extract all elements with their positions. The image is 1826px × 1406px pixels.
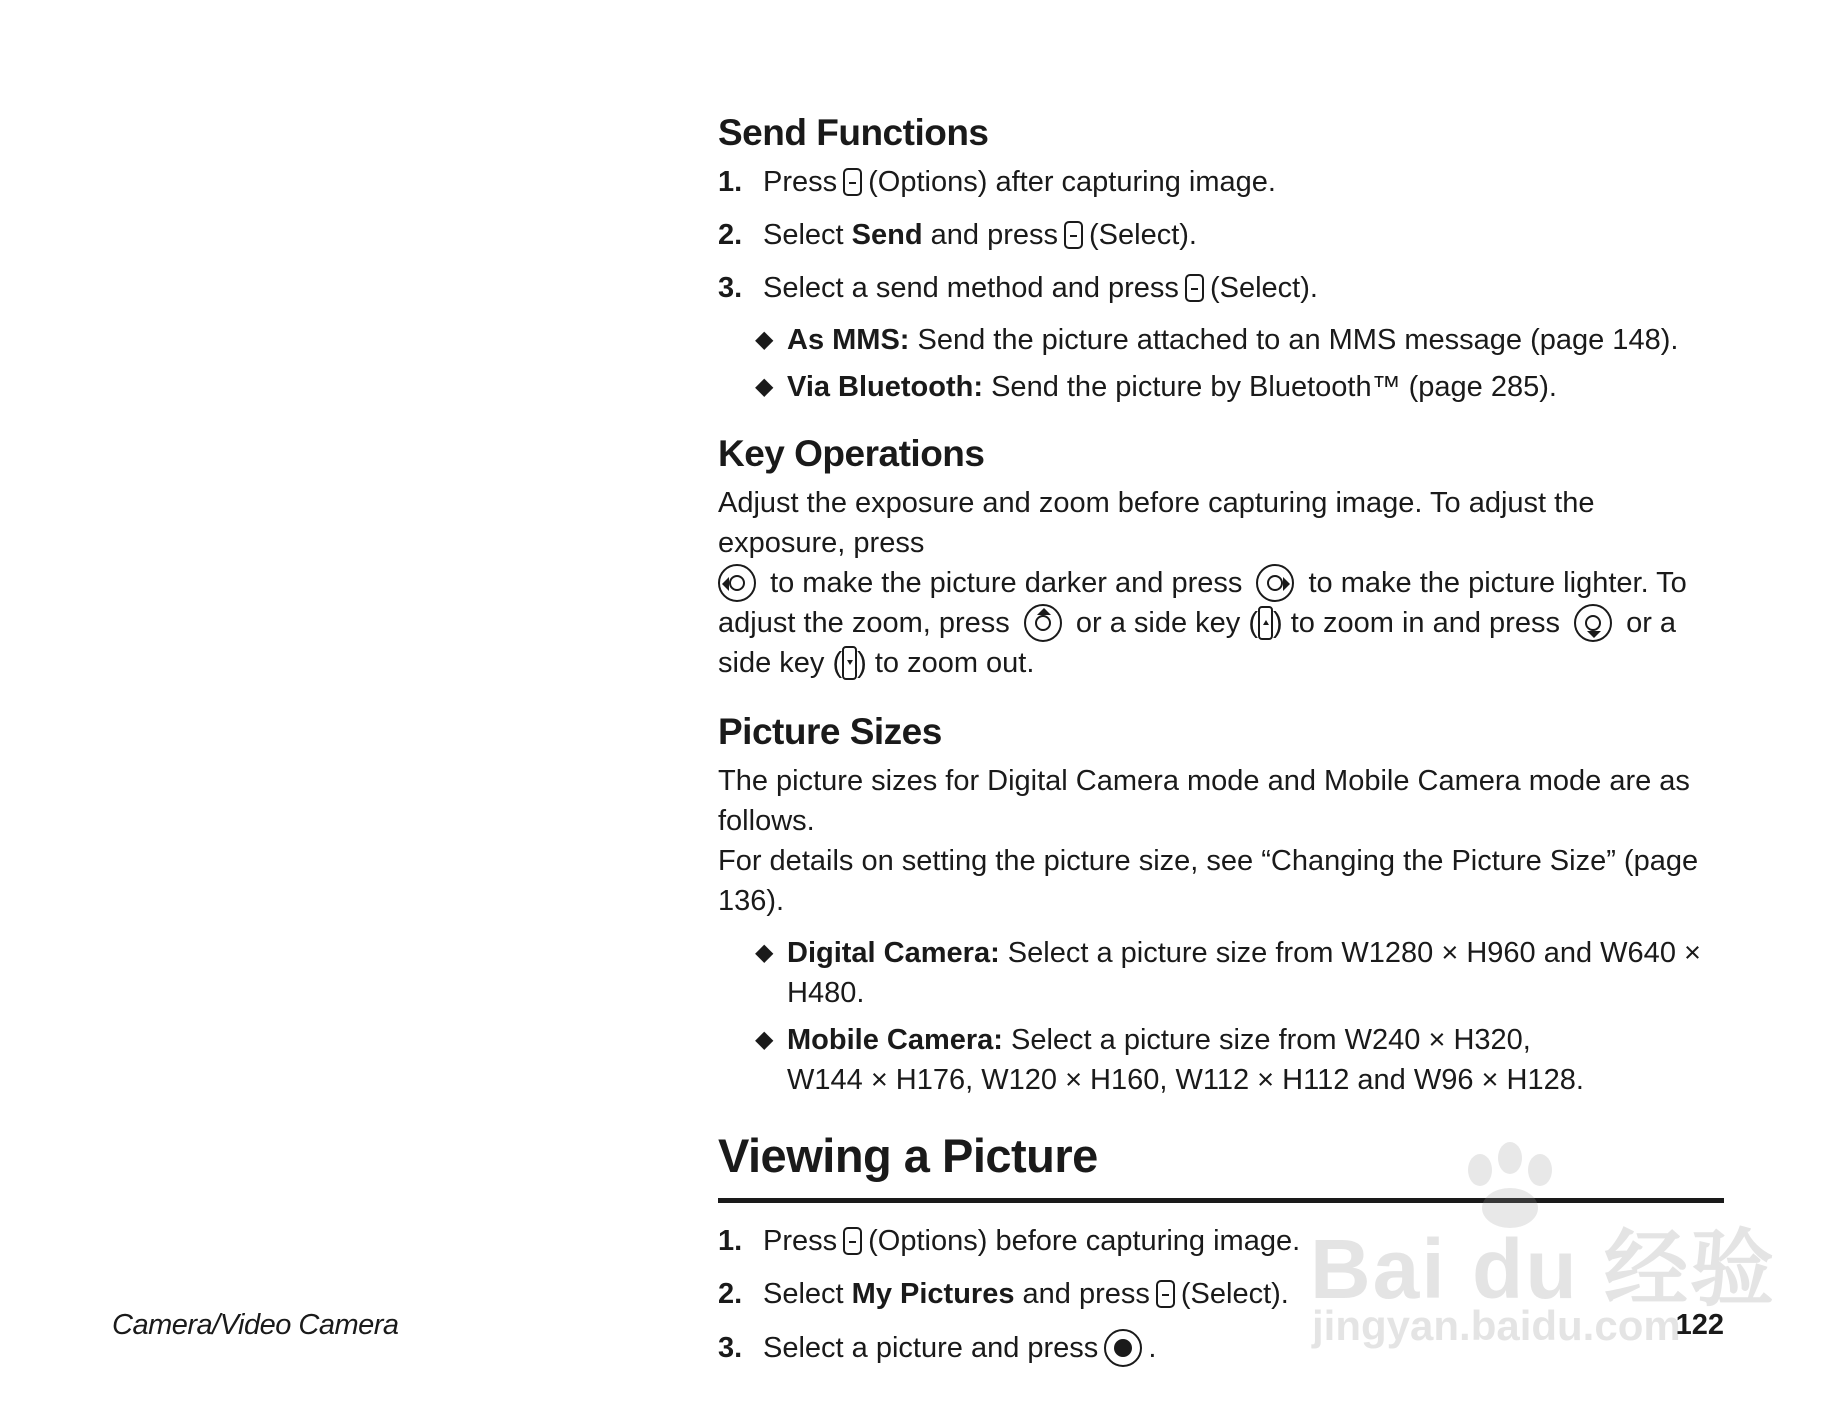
soft-key-icon [1064,221,1083,249]
send-step-3: 3. Select a send method and press (Select). [718,272,1318,304]
baidu-watermark [1300,1140,1777,1350]
size-bullet-mobile: ◆ Mobile Camera: Select a picture size from W240 × H320, W144 × H176, W120 × H160, W112 × H112 and W96 × H128. [755,1020,1724,1100]
side-key-down-icon [842,646,857,680]
section-picture-sizes [718,709,1724,1100]
nav-left-key-icon [718,564,756,602]
footer-section-title: Camera/Video Camera [112,1309,399,1341]
send-bullet-mms: ◆ As MMS: Send the picture attached to an MMS message (page 148). [755,320,1724,360]
diamond-bullet-icon: ◆ [755,1026,774,1053]
soft-key-icon [843,1227,862,1255]
watermark-main: Bai du 经验 [1310,1222,1777,1316]
nav-up-key-icon [1024,604,1062,642]
view-step-3: 3. Select a picture and press . [718,1329,1724,1367]
soft-key-icon [1185,274,1204,302]
key-operations-paragraph: Adjust the exposure and zoom before capturing image. To adjust the exposure, press to make the picture darker and press to make the picture lighter. To adjust the zoom, press or a side key ( ) to zoom in and press or a side key ( ) to zoom out. [718,487,1687,679]
side-key-up-icon [1258,606,1273,640]
heading-viewing-picture: Viewing a Picture [718,1129,1098,1182]
heading-picture-sizes: Picture Sizes [718,711,942,752]
heading-key-operations: Key Operations [718,433,985,474]
diamond-bullet-icon: ◆ [755,939,774,966]
diamond-bullet-icon: ◆ [755,373,774,400]
section-send-functions [718,110,1724,407]
size-bullet-digital: ◆ Digital Camera: Select a picture size from W1280 × H960 and W640 × H480. [755,933,1724,1013]
soft-key-icon [1156,1280,1175,1308]
send-step-1: 1. Press (Options) after capturing image. [718,166,1276,198]
section-key-operations [718,431,1724,683]
center-key-icon [1104,1329,1142,1367]
soft-key-icon [843,168,862,196]
send-bullet-bluetooth: ◆ Via Bluetooth: Send the picture by Bluetooth™ (page 285). [755,367,1724,407]
diamond-bullet-icon: ◆ [755,326,774,353]
nav-down-key-icon [1574,604,1612,642]
heading-send-functions: Send Functions [718,112,989,153]
view-step-2: 2. Select My Pictures and press (Select). [718,1278,1289,1310]
nav-right-key-icon [1256,564,1294,602]
send-step-2: 2. Select Send and press (Select). [718,219,1197,251]
watermark-sub: jingyan.baidu.com [1312,1302,1681,1349]
view-step-1: 1. Press (Options) before capturing image. [718,1225,1301,1257]
picture-sizes-paragraph: The picture sizes for Digital Camera mode and Mobile Camera mode are as follows. For details on setting the picture size, see “Changing the Picture Size” (page 136). [718,765,1699,917]
page-number: 122 [1675,1309,1724,1341]
